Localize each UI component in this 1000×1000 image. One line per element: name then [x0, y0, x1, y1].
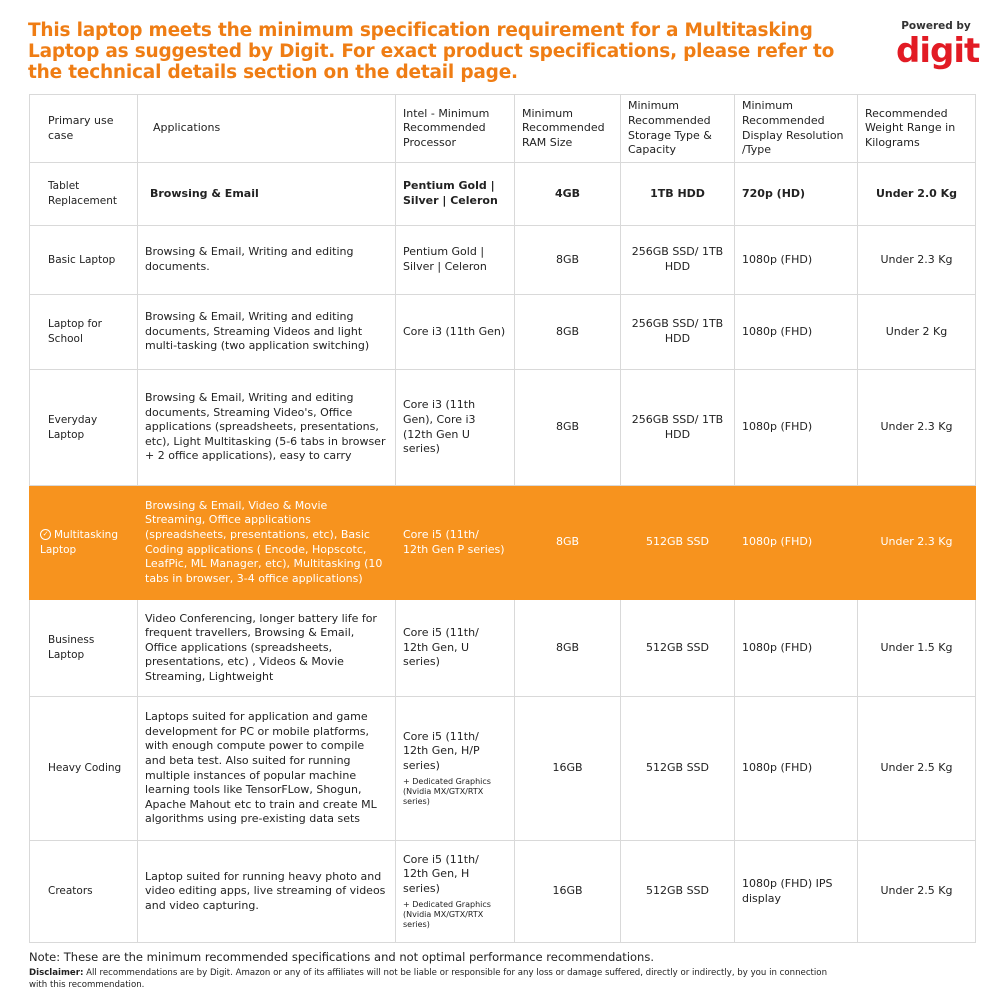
applications-cell: Laptops suited for application and game development for PC or mobile platforms, with enough compute power to compile and beta test. Also suited for running multiple instances of popular machine learning tools like TensorFLow, Shogun, Apache Mahout etc to train and create ML algorithms using pre-existing data sets	[138, 697, 396, 841]
processor-cell	[396, 370, 515, 486]
processor-cell	[396, 697, 515, 841]
header-weight: Recommended Weight Range in Kilograms	[858, 95, 976, 163]
display-cell: 1080p (FHD)	[735, 226, 858, 295]
processor-cell	[396, 163, 515, 226]
ram-cell: 8GB	[515, 600, 621, 697]
storage-cell: 256GB SSD/ 1TB HDD	[621, 226, 735, 295]
processor-text: Core i5 (11th/ 12th Gen P series)	[403, 527, 505, 556]
table-row	[30, 697, 976, 841]
disclaimer	[29, 967, 829, 991]
display-cell: 1080p (FHD)	[735, 600, 858, 697]
digit-logo: digit	[896, 31, 980, 71]
weight-cell: Under 2.3 Kg	[858, 226, 976, 295]
display-cell: 1080p (FHD)	[735, 295, 858, 370]
processor-cell	[396, 226, 515, 295]
display-cell: 1080p (FHD)	[735, 697, 858, 841]
ram-cell: 16GB	[515, 841, 621, 943]
display-cell: 1080p (FHD)	[735, 486, 858, 600]
processor-text: Core i3 (11th Gen)	[403, 324, 506, 338]
table-row	[30, 226, 976, 295]
storage-cell: 1TB HDD	[621, 163, 735, 226]
use-case-cell: Everyday Laptop	[30, 370, 138, 486]
use-case-cell: Creators	[30, 841, 138, 943]
ram-cell: 8GB	[515, 295, 621, 370]
use-case-cell	[30, 486, 138, 600]
applications-cell: Browsing & Email, Video & Movie Streaming, Office applications (spreadsheets, presentations, etc), Basic Coding applications ( Encode, Hopscotc, LeafPic, ML Manager, etc), Multitasking (10 tabs in browser, 3-4 office applications)	[138, 486, 396, 600]
ram-cell: 8GB	[515, 486, 621, 600]
use-case-cell: Laptop for School	[30, 295, 138, 370]
weight-cell: Under 2.5 Kg	[858, 841, 976, 943]
header-use-case: Primary use case	[30, 95, 138, 163]
weight-cell: Under 2.3 Kg	[858, 370, 976, 486]
display-cell: 720p (HD)	[735, 163, 858, 226]
storage-cell: 512GB SSD	[621, 841, 735, 943]
storage-cell: 512GB SSD	[621, 600, 735, 697]
footer-note: Note: These are the minimum recommended specifications and not optimal performance recommendations.	[29, 950, 654, 964]
processor-text: Pentium Gold | Silver | Celeron	[403, 245, 487, 273]
weight-cell: Under 2.5 Kg	[858, 697, 976, 841]
table-row	[30, 370, 976, 486]
weight-cell: Under 2.0 Kg	[858, 163, 976, 226]
header-ram: Minimum Recommended RAM Size	[515, 95, 621, 163]
processor-cell	[396, 600, 515, 697]
header-processor: Intel - Minimum Recommended Processor	[396, 95, 515, 163]
applications-cell: Laptop suited for running heavy photo and video editing apps, live streaming of videos and video capturing.	[138, 841, 396, 943]
applications-cell: Browsing & Email, Writing and editing documents, Streaming Videos and light multi-tasking (two application switching)	[138, 295, 396, 370]
table-row	[30, 295, 976, 370]
display-cell: 1080p (FHD) IPS display	[735, 841, 858, 943]
processor-text: Core i5 (11th/ 12th Gen, U series)	[403, 626, 479, 669]
use-case-cell: Tablet Replacement	[30, 163, 138, 226]
applications-cell: Browsing & Email	[138, 163, 396, 226]
storage-cell: 256GB SSD/ 1TB HDD	[621, 370, 735, 486]
check-circle-icon: ✓	[40, 529, 51, 540]
ram-cell: 16GB	[515, 697, 621, 841]
storage-cell: 256GB SSD/ 1TB HDD	[621, 295, 735, 370]
processor-cell	[396, 295, 515, 370]
header-storage: Minimum Recommended Storage Type & Capacity	[621, 95, 735, 163]
use-case-label: Multitasking Laptop	[40, 528, 119, 556]
ram-cell: 8GB	[515, 226, 621, 295]
ram-cell: 8GB	[515, 370, 621, 486]
table-row-highlighted	[30, 486, 976, 600]
storage-cell: 512GB SSD	[621, 697, 735, 841]
disclaimer-label: Disclaimer:	[29, 968, 84, 978]
display-cell: 1080p (FHD)	[735, 370, 858, 486]
powered-by-label: Powered by	[901, 20, 971, 32]
header-display: Minimum Recommended Display Resolution /Type	[735, 95, 858, 163]
processor-text: Pentium Gold | Silver | Celeron	[403, 179, 498, 207]
use-case-cell: Business Laptop	[30, 600, 138, 697]
table-row	[30, 163, 976, 226]
brand-block	[896, 20, 980, 71]
storage-cell: 512GB SSD	[621, 486, 735, 600]
weight-cell: Under 2 Kg	[858, 295, 976, 370]
processor-text: Core i5 (11th/ 12th Gen, H series)	[403, 852, 479, 895]
spec-table	[29, 94, 976, 943]
weight-cell: Under 2.3 Kg	[858, 486, 976, 600]
processor-cell	[396, 486, 515, 600]
applications-cell: Browsing & Email, Writing and editing documents, Streaming Video's, Office applications (spreadsheets, presentations, etc), Light Multitasking (5-6 tabs in browser + 2 office applications), easy to carry	[138, 370, 396, 486]
disclaimer-text: All recommendations are by Digit. Amazon or any of its affiliates will not be liable or responsible for any loss or damage suffered, directly or indirectly, by you in connection with this recommendation.	[29, 968, 828, 990]
table-row	[30, 600, 976, 697]
table-header-row	[30, 95, 976, 163]
processor-cell	[396, 841, 515, 943]
use-case-cell: Heavy Coding	[30, 697, 138, 841]
use-case-cell: Basic Laptop	[30, 226, 138, 295]
header-applications: Applications	[138, 95, 396, 163]
processor-text: Core i5 (11th/ 12th Gen, H/P series)	[403, 729, 480, 772]
weight-cell: Under 1.5 Kg	[858, 600, 976, 697]
processor-note: + Dedicated Graphics (Nvidia MX/GTX/RTX series)	[403, 777, 491, 807]
processor-note: + Dedicated Graphics (Nvidia MX/GTX/RTX series)	[403, 900, 491, 930]
ram-cell: 4GB	[515, 163, 621, 226]
processor-text: Core i3 (11th Gen), Core i3 (12th Gen U series)	[403, 398, 476, 456]
applications-cell: Browsing & Email, Writing and editing documents.	[138, 226, 396, 295]
table-row	[30, 841, 976, 943]
applications-cell: Video Conferencing, longer battery life for frequent travellers, Browsing & Email, Office applications (spreadsheets, presentations, etc) , Videos & Movie Streaming, Lightweight	[138, 600, 396, 697]
header-statement: This laptop meets the minimum specification requirement for a Multitasking Laptop as suggested by Digit. For exact product specifications, please refer to the technical details section on the detail page.	[28, 20, 835, 83]
